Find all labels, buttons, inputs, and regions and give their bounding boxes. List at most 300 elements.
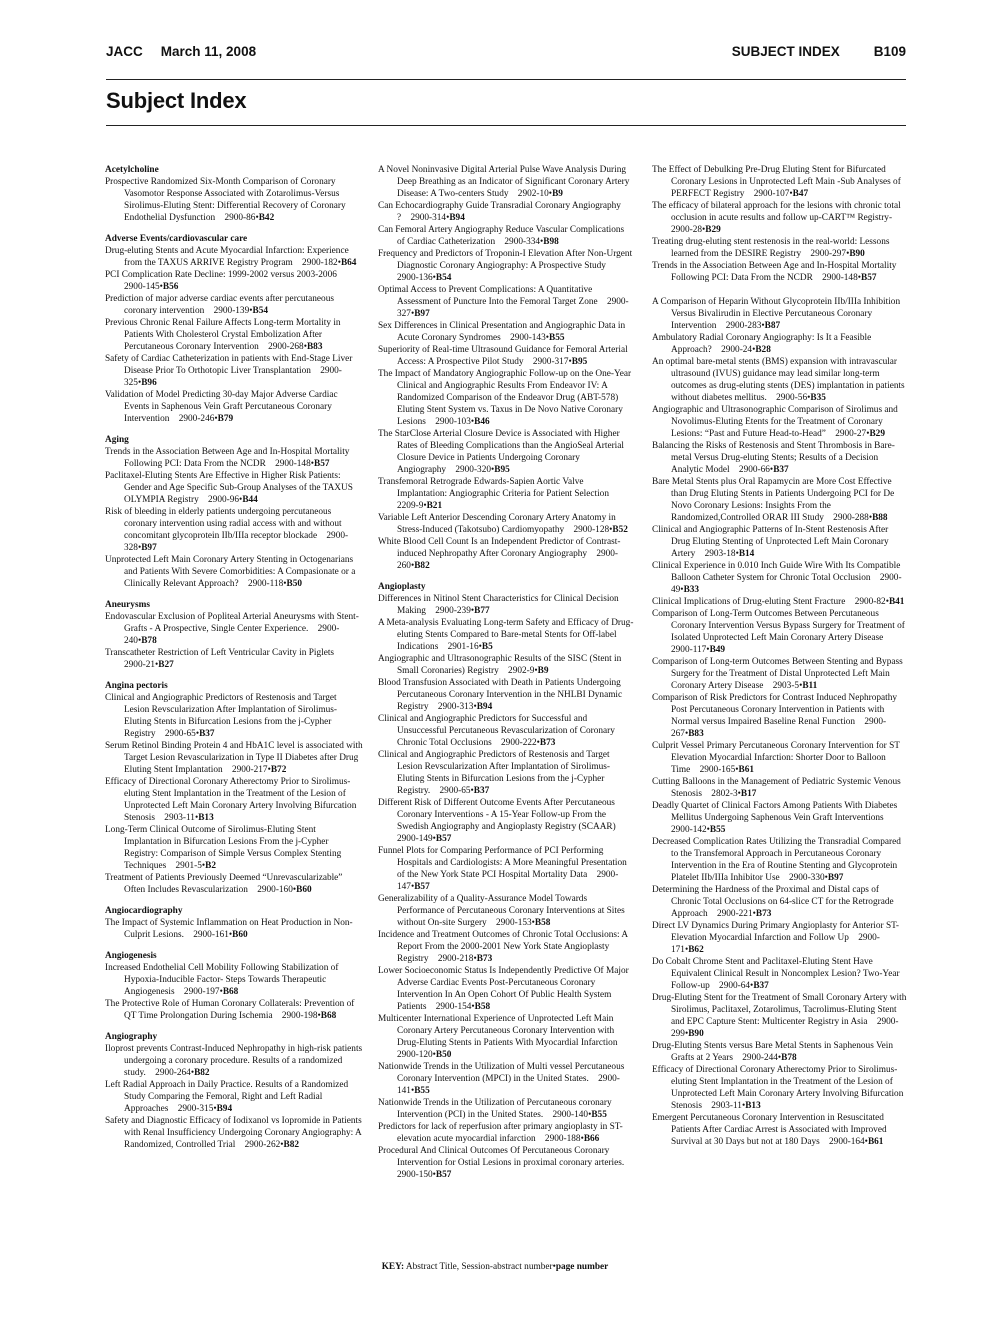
abstract-title: Treating drug-eluting stent restenosis in the real-world: Lessons learned from the DESIRE Registry xyxy=(652,237,890,259)
abstract-title: Clinical and Angiographic Predictors of Restenosis and Target Lesion Revscularization After Implantation of Sirolimus-Eluting Stents in Bifurcation Lesions from the j-Cypher Registry. xyxy=(378,750,611,796)
abstract-reference xyxy=(822,273,876,283)
abstract-title: Iloprost prevents Contrast-Induced Nephropathy in high-risk patients undergoing a coronary procedure. Results of a randomized study. xyxy=(105,1044,363,1078)
index-entry xyxy=(105,998,363,1022)
session-abstract-number: 2900-86 xyxy=(224,213,256,223)
entry-page-number: B61 xyxy=(867,1137,884,1147)
ref-bullet: • xyxy=(155,660,159,670)
entry-page-number: B35 xyxy=(810,393,826,403)
abstract-title: Generalizability of a Quality-Assurance Model Towards Performance of Percutaneous Coronary Interventions at Sites without On-site Surgery xyxy=(378,894,625,928)
ref-bullet: • xyxy=(680,585,684,595)
abstract-title: Drug-eluting Stents and Acute Myocardial Infarction: Experience from the TAXUS ARRIVE Registry Program xyxy=(105,246,349,268)
ref-bullet: • xyxy=(885,597,889,607)
ref-bullet: • xyxy=(866,429,870,439)
entry-page-number: B78 xyxy=(781,1053,797,1063)
abstract-reference xyxy=(754,189,808,199)
session-abstract-number: 2900-143 xyxy=(510,333,546,343)
abstract-title: Balancing the Risks of Restenosis and Stent Thrombosis in Bare-metal Versus Drug-eluting Stents; Results of a Decision Analytic Model xyxy=(652,441,895,475)
index-column-2 xyxy=(378,164,634,1181)
session-abstract-number: 2900-154 xyxy=(435,1002,472,1012)
abstract-reference xyxy=(739,465,789,475)
entry-page-number: B95 xyxy=(494,465,510,475)
abstract-title: Risk of bleeding in elderly patients undergoing percutaneous coronary intervention using radial access with and without concomitant glycoprotein IIb/IIIa receptor blockade xyxy=(105,507,342,541)
index-entry xyxy=(105,446,363,470)
ref-bullet: • xyxy=(684,729,689,739)
abstract-reference xyxy=(268,342,322,352)
abstract-title: Superiority of Real-time Ultrasound Guidance for Femoral Arterial Access: A Prospective Pilot Study xyxy=(378,345,628,367)
ref-bullet: • xyxy=(864,1137,868,1147)
index-column-3 xyxy=(652,164,908,1148)
abstract-title: Decreased Complication Rates Utilizing the Transradial Compared to the Transfemoral Approach in Percutaneous Coronary Intervention in the Era of Routine Stenting and Glycoprotein Platelet IIb/IIIa Inhibitor Use xyxy=(652,837,901,883)
index-entry xyxy=(652,956,908,992)
session-abstract-number: 2901-5 xyxy=(175,861,202,871)
abstract-title: Clinical and Angiographic Predictors of Restenosis and Target Lesion Revscularization After Implantation of Sirolimus-Eluting Stents in Bifurcation Lesions from the j-Cypher Registry xyxy=(105,693,338,739)
abstract-reference xyxy=(275,459,329,469)
index-entry xyxy=(105,245,363,269)
abstract-title: Funnel Plots for Comparing Performance of PCI Performing Hospitals and Cardiologists: A More Meaningful Presentation of the New York State PCI Hospital Mortality Data xyxy=(378,846,627,880)
session-abstract-number: 2900-140 xyxy=(552,1110,589,1120)
session-abstract-number: 2903-11 xyxy=(164,813,195,823)
abstract-reference xyxy=(455,465,509,475)
index-column-1 xyxy=(105,164,363,1151)
index-entry xyxy=(378,1121,634,1145)
abstract-title: Prediction of major adverse cardiac events after percutaneous coronary intervention xyxy=(105,294,334,316)
abstract-reference xyxy=(245,1140,299,1150)
abstract-title: Predictors for lack of reperfusion after primary angioplasty in ST-elevation acute myocardial infarction xyxy=(378,1122,623,1144)
abstract-title: Trends in the Association Between Age and In-Hospital Mortality Following PCI: Data From the NCDR xyxy=(105,447,350,469)
entry-page-number: B2 xyxy=(205,861,216,871)
ref-bullet: • xyxy=(190,1068,195,1078)
ref-bullet: • xyxy=(213,1104,217,1114)
abstract-title: Incidence and Treatment Outcomes of Chronic Total Occlusions: A Report From the 2000-2001 New York State Angioplasty Registry xyxy=(378,930,628,964)
ref-bullet: • xyxy=(531,918,535,928)
abstract-title: Unprotected Left Main Coronary Artery Stenting in Octogenarians and Patients With Severe Comorbidities: A Compasionate or a Clinically Relevant Approach? xyxy=(105,555,356,589)
session-abstract-number: 2900-188 xyxy=(544,1134,581,1144)
abstract-title: Can Femoral Artery Angiography Reduce Vascular Complications of Cardiac Catheterization xyxy=(378,225,625,247)
ref-bullet: • xyxy=(410,1086,415,1096)
entry-page-number: B9 xyxy=(537,666,549,676)
abstract-reference xyxy=(501,738,555,748)
abstract-reference xyxy=(436,1002,490,1012)
entry-page-number: B60 xyxy=(296,885,312,895)
entry-page-number: B97 xyxy=(141,543,157,553)
index-entry xyxy=(652,524,908,560)
entry-page-number: B28 xyxy=(755,345,771,355)
index-entry xyxy=(105,917,363,941)
abstract-title: A Novel Noninvasive Digital Arterial Pulse Wave Analysis During Deep Breathing as an Indicator of Significant Coronary Artery Disease: A Two-centers Study xyxy=(378,165,630,199)
abstract-title: Blood Transfusion Associated with Death in Patients Undergoing Percutaneous Coronary Intervention in the NHLBI Dynamic Registry xyxy=(378,678,623,712)
abstract-reference xyxy=(184,987,238,997)
session-abstract-number: 2900-246 xyxy=(178,414,215,424)
entry-page-number: B94 xyxy=(449,213,465,223)
abstract-title: PCI Complication Rate Decline: 1999-2002 versus 2003-2006 xyxy=(105,270,337,280)
index-entry xyxy=(378,593,634,617)
session-abstract-number: 2900-222 xyxy=(501,738,537,748)
session-abstract-number: 2900-66 xyxy=(738,465,770,475)
index-entry xyxy=(652,992,908,1040)
session-abstract-number: 2900-264 xyxy=(155,1068,191,1078)
abstract-title: Comparison of Risk Predictors for Contrast Induced Nephropathy Post Percutaneous Coronary Intervention in Patients with Normal versus Impaired Baseline Renal Function xyxy=(652,693,898,727)
index-entry xyxy=(378,248,634,284)
ref-bullet: • xyxy=(446,213,450,223)
abstract-reference xyxy=(773,681,818,691)
abstract-title: The Effect of Debulking Pre-Drug Eluting Stent for Bifurcated Coronary Lesions in Unprotected Left Main -Sub Analyses of PERFECT Registry xyxy=(652,165,901,199)
abstract-reference xyxy=(671,645,725,655)
abstract-reference xyxy=(410,213,464,223)
index-entry xyxy=(378,368,634,428)
entry-page-number: B56 xyxy=(162,282,179,292)
abstract-title: Sex Differences in Clinical Presentation and Angiographic Data in Acute Coronary Syndromes xyxy=(378,321,626,343)
abstract-reference xyxy=(545,1134,599,1144)
entry-page-number: B73 xyxy=(476,954,493,964)
index-entry xyxy=(378,284,634,320)
entry-page-number: B83 xyxy=(688,729,704,739)
abstract-reference xyxy=(855,597,905,607)
subject-heading: Acetylcholine xyxy=(105,165,159,175)
abstract-title: Comparison of Long-term Outcomes Between Stenting and Bypass Surgery for the Treatment of Distal Unprotected Left Main Coronary Artery Disease xyxy=(652,657,903,691)
session-abstract-number: 2900-24 xyxy=(721,345,753,355)
session-abstract-number: 2900-288 xyxy=(833,513,869,523)
abstract-title: The Protective Role of Human Coronary Collaterals: Prevention of QT Time Prolongation During Ischemia xyxy=(105,999,355,1021)
session-abstract-number: 2900-299 xyxy=(671,1017,899,1039)
session-abstract-number: 2900-96 xyxy=(208,495,240,505)
entry-page-number: B83 xyxy=(306,342,323,352)
subject-heading: Angiocardiography xyxy=(105,906,183,916)
ref-bullet: • xyxy=(239,495,243,505)
abstract-title: Serum Retinol Binding Protein 4 and HbA1C level is associated with Target Lesion Revascularization in Type II Diabetes after Drug Eluting Stent Implantation xyxy=(105,741,363,775)
session-abstract-number: 2900-262 xyxy=(244,1140,281,1150)
entry-page-number: B57 xyxy=(414,882,430,892)
session-abstract-number: 2903-11 xyxy=(711,1101,742,1111)
index-entry xyxy=(105,293,363,317)
entry-page-number: B95 xyxy=(571,357,588,367)
abstract-reference xyxy=(742,1053,796,1063)
entry-page-number: B37 xyxy=(773,465,789,475)
index-entry xyxy=(378,617,634,653)
abstract-reference xyxy=(124,660,174,670)
index-entry xyxy=(105,554,363,590)
session-abstract-number: 2900-82 xyxy=(854,597,886,607)
header-right xyxy=(698,44,906,59)
index-entry xyxy=(652,560,908,596)
journal-name: JACC xyxy=(106,44,143,59)
entry-page-number: B64 xyxy=(340,258,357,268)
abstract-reference xyxy=(208,495,258,505)
index-entry xyxy=(652,692,908,740)
abstract-title: An optimal bare-metal stents (BMS) expansion with intravascular ultrasound (IVUS) guidance may lead similar long-term outcomes as drug-eluting stents (DES) implantation in patients without diabetes mellitus. xyxy=(652,357,905,403)
ref-bullet: • xyxy=(137,543,142,553)
ref-bullet: • xyxy=(470,606,475,616)
abstract-reference xyxy=(435,417,489,427)
entry-page-number: B96 xyxy=(141,378,157,388)
key-bullet: • xyxy=(552,1262,556,1272)
ref-bullet: • xyxy=(807,393,811,403)
entry-page-number: B62 xyxy=(688,945,704,955)
session-abstract-number: 2900-21 xyxy=(124,660,155,670)
abstract-reference xyxy=(726,321,780,331)
ref-bullet: • xyxy=(752,345,756,355)
index-entry xyxy=(105,269,363,293)
ref-bullet: • xyxy=(741,1101,746,1111)
subject-heading: Angioplasty xyxy=(378,582,426,592)
ref-bullet: • xyxy=(580,1134,584,1144)
entry-page-number: B82 xyxy=(414,561,430,571)
session-abstract-number: 2900-118 xyxy=(247,579,284,589)
index-entry xyxy=(378,224,634,248)
abstract-title: Different Risk of Different Outcome Events After Percutaneous Coronary Interventions - A 15-Year Follow-up From the Swedish Angiography and Angioplasty Registry (SCAAR) xyxy=(378,798,616,832)
abstract-title: Do Cobalt Chrome Stent and Paclitaxel-Eluting Stent Have Equivalent Clinical Result in Noncomplex Lesion? Two-Year Follow-up xyxy=(652,957,900,991)
session-abstract-number: 2900-221 xyxy=(716,909,753,919)
index-entry xyxy=(105,740,363,776)
entry-page-number: B97 xyxy=(414,309,430,319)
entry-page-number: B14 xyxy=(738,549,755,559)
section-gap xyxy=(652,284,908,296)
index-entry xyxy=(652,800,908,836)
session-abstract-number: 2900-103 xyxy=(435,417,471,427)
session-abstract-number: 2900-239 xyxy=(435,606,471,616)
abstract-title: White Blood Cell Count Is an Independent Predictor of Contrast-induced Nephropathy After Coronary Angiography xyxy=(378,537,621,559)
subject-heading: Angiography xyxy=(105,1032,158,1042)
abstract-title: Treatment of Patients Previously Deemed “Unrevascularizable” Often Includes Revascularization xyxy=(105,873,343,895)
entry-page-number: B90 xyxy=(849,249,865,259)
index-entry xyxy=(105,872,363,896)
abstract-title: Trends in the Association Between Age and In-Hospital Mortality Following PCI: Data From the NCDR xyxy=(652,261,897,283)
index-entry xyxy=(378,512,634,536)
entry-page-number: B58 xyxy=(474,1002,491,1012)
session-abstract-number: 2900-325 xyxy=(124,366,342,388)
ref-bullet: • xyxy=(410,309,415,319)
ref-bullet: • xyxy=(846,249,850,259)
index-entry xyxy=(378,320,634,344)
abstract-title: Differences in Nitinol Stent Characteristics for Clinical Decision Making xyxy=(378,594,619,616)
ref-bullet: • xyxy=(292,885,297,895)
session-abstract-number: 2900-217 xyxy=(231,765,268,775)
abstract-reference xyxy=(164,813,213,823)
index-entry xyxy=(652,332,908,356)
session-abstract-number: 2900-164 xyxy=(829,1137,865,1147)
index-entry xyxy=(652,164,908,200)
abstract-reference xyxy=(533,357,587,367)
abstract-title: Increased Endothelial Cell Mobility Following Stabilization of Hypoxia-Inducible Factor- Steps Towards Therapeutic Angiogenesis xyxy=(105,963,339,997)
session-abstract-number: 2900-27 xyxy=(835,429,867,439)
abstract-title: Cutting Balloons in the Management of Pediatric Systemic Venous Stenosis xyxy=(652,777,901,799)
ref-bullet: • xyxy=(735,765,739,775)
entry-page-number: B37 xyxy=(473,786,490,796)
session-abstract-number: 2900-317 xyxy=(532,357,569,367)
ref-bullet: • xyxy=(410,882,415,892)
session-abstract-number: 2900-107 xyxy=(753,189,790,199)
session-abstract-number: 2900-145 xyxy=(124,282,160,292)
abstract-title: Drug-Eluting Stents versus Bare Metal Stents in Saphenous Vein Grafts at 2 Years xyxy=(652,1041,894,1063)
ref-bullet: • xyxy=(706,645,710,655)
index-entry xyxy=(378,677,634,713)
ref-bullet: • xyxy=(684,1029,689,1039)
session-abstract-number: 2901-16 xyxy=(447,642,479,652)
index-entry xyxy=(378,845,634,893)
entry-page-number: B11 xyxy=(802,681,818,691)
title-rule xyxy=(106,125,906,126)
index-entry xyxy=(652,356,908,404)
subject-heading: Angiogenesis xyxy=(105,951,157,961)
index-entry xyxy=(105,611,363,647)
index-entry xyxy=(378,536,634,572)
index-entry xyxy=(378,1013,634,1061)
session-abstract-number: 2802-3 xyxy=(711,789,738,799)
abstract-title: Prospective Randomized Six-Month Comparison of Coronary Vasomotor Response Associated with Zotarolimus-Versus Sirolimus-Eluting Stent: Differential Recovery of Coronary Endothelial Dysfunction xyxy=(105,177,346,223)
session-abstract-number: 2900-267 xyxy=(671,717,887,739)
entry-page-number: B61 xyxy=(738,765,754,775)
abstract-reference xyxy=(232,765,286,775)
subject-heading: Adverse Events/cardiovascular care xyxy=(105,234,248,244)
index-entry xyxy=(105,776,363,824)
index-entry xyxy=(105,353,363,389)
index-entry xyxy=(105,317,363,353)
session-abstract-number: 2900-56 xyxy=(776,393,808,403)
abstract-reference xyxy=(257,885,311,895)
entry-page-number: B94 xyxy=(216,1104,233,1114)
abstract-title: Variable Left Anterior Descending Coronary Artery Anatomy in Stress-Induced (Takotsubo) Cardiomyopathy xyxy=(378,513,616,535)
abstract-reference xyxy=(193,930,247,940)
index-entry xyxy=(652,404,908,440)
abstract-title: Lower Socioeconomic Status Is Independently Predictive Of Major Adverse Cardiac Events Post-Percutaneous Coronary Intervention In An Open Cohort Of Public Health System Patients xyxy=(378,966,629,1012)
abstract-title: The Impact of Systemic Inflammation on Heat Production in Non-Culprit Lesions. xyxy=(105,918,353,940)
abstract-reference xyxy=(178,1104,232,1114)
abstract-title: Clinical and Angiographic Patterns of In-Stent Restenosis After Drug Eluting Stenting of Unprotected Left Main Coronary Artery xyxy=(652,525,889,559)
index-entry xyxy=(378,476,634,512)
abstract-title: The efficacy of bilateral approach for the lesions with chronic total occlusion in acute results and follow up-CART™ Registry- xyxy=(652,201,901,223)
key-text: Abstract Title, Session-abstract number xyxy=(405,1262,553,1272)
ref-bullet: • xyxy=(432,1050,436,1060)
entry-page-number: B94 xyxy=(476,702,493,712)
abstract-reference xyxy=(438,954,492,964)
ref-bullet: • xyxy=(137,636,142,646)
abstract-title: Safety of Cardiac Catheterization in patients with End-Stage Liver Disease Prior To Orthotopic Liver Transplantation xyxy=(105,354,353,376)
abstract-reference xyxy=(448,642,493,652)
ref-bullet: • xyxy=(706,825,710,835)
session-abstract-number: 2902-9 xyxy=(508,666,535,676)
index-entry xyxy=(652,776,908,800)
session-abstract-number: 2900-148 xyxy=(822,273,858,283)
entry-page-number: B5 xyxy=(481,642,493,652)
entry-page-number: B47 xyxy=(792,189,809,199)
abstract-title: Efficacy of Directional Coronary Atherectomy Prior to Sirolimus-eluting Stent Implantation in the Treatment of the Lesion of Unprotected Left Main Coronary Artery Involving Bifurcation Stenosis xyxy=(105,777,357,823)
entry-page-number: B90 xyxy=(688,1029,704,1039)
session-abstract-number: 2900-313 xyxy=(437,702,474,712)
session-abstract-number: 2900-147 xyxy=(397,870,619,892)
ref-bullet: • xyxy=(588,1110,592,1120)
index-entry xyxy=(652,608,908,656)
abstract-title: Safety and Diagnostic Efficacy of Iodixanol vs Iopromide in Patients with Renal Insufficiency Undergoing Coronary Angiography: A Randomized, Controlled Trial xyxy=(105,1116,362,1150)
ref-bullet: • xyxy=(761,321,765,331)
abstract-reference xyxy=(717,909,771,919)
abstract-reference xyxy=(789,873,843,883)
page-number: B109 xyxy=(873,44,906,59)
session-abstract-number: 2900-117 xyxy=(671,645,707,655)
ref-bullet: • xyxy=(609,525,613,535)
entry-page-number: B44 xyxy=(242,495,258,505)
entry-page-number: B72 xyxy=(270,765,287,775)
entry-page-number: B57 xyxy=(435,1170,452,1180)
abstract-reference xyxy=(810,249,864,259)
abstract-reference xyxy=(833,513,887,523)
entry-page-number: B37 xyxy=(199,729,215,739)
abstract-title: Clinical and Angiographic Predictors for Successful and Unsuccessful Percutaneous Revascularization of Coronary Chronic Total Occlusions xyxy=(378,714,615,748)
ref-bullet: • xyxy=(317,1011,321,1021)
entry-page-number: B27 xyxy=(158,660,174,670)
ref-bullet: • xyxy=(219,987,223,997)
entry-page-number: B55 xyxy=(414,1086,430,1096)
session-abstract-number: 2900-120 xyxy=(397,1050,433,1060)
session-abstract-number: 2900-161 xyxy=(193,930,229,940)
abstract-title: Previous Chronic Renal Failure Affects Long-term Mortality in Patients With Cholesterol Crystal Embolization After Percutaneous Coronary Intervention xyxy=(105,318,341,352)
abstract-reference xyxy=(518,189,563,199)
entry-page-number: B9 xyxy=(552,189,563,199)
index-entry xyxy=(105,506,363,554)
entry-page-number: B68 xyxy=(222,987,239,997)
running-header xyxy=(106,44,906,64)
index-entry xyxy=(378,797,634,845)
abstract-reference xyxy=(705,549,755,559)
ref-bullet: • xyxy=(470,786,474,796)
abstract-reference xyxy=(435,606,489,616)
index-entry xyxy=(378,200,634,224)
index-entry xyxy=(378,713,634,749)
abstract-reference xyxy=(214,306,268,316)
entry-page-number: B73 xyxy=(539,738,556,748)
entry-page-number: B79 xyxy=(217,414,234,424)
index-entry xyxy=(378,1061,634,1097)
ref-bullet: • xyxy=(799,681,803,691)
entry-page-number: B78 xyxy=(141,636,157,646)
index-entry xyxy=(378,164,634,200)
index-entry xyxy=(105,1043,363,1079)
session-abstract-number: 2900-28 xyxy=(671,225,702,235)
ref-bullet: • xyxy=(423,501,427,511)
abstract-title: Angiographic and Ultrasonographic Results of the SISC (Stent in Small Coronaries) Registry xyxy=(378,654,622,676)
index-entry xyxy=(378,929,634,965)
abstract-title: Nationwide Trends in the Utilization of Multi vessel Percutaneous Coronary Intervention (MPCI) in the United States. xyxy=(378,1062,625,1084)
abstract-title: Ambulatory Radial Coronary Angiography: Is It a Feasible Approach? xyxy=(652,333,872,355)
ref-bullet: • xyxy=(137,378,142,388)
entry-page-number: B37 xyxy=(753,981,769,991)
ref-bullet: • xyxy=(432,273,436,283)
abstract-reference xyxy=(573,525,627,535)
ref-bullet: • xyxy=(684,945,689,955)
abstract-reference xyxy=(397,1170,451,1180)
ref-bullet: • xyxy=(540,237,544,247)
ref-bullet: • xyxy=(432,834,436,844)
abstract-reference xyxy=(700,765,754,775)
index-entry xyxy=(105,824,363,872)
page-title: Subject Index xyxy=(106,88,247,113)
session-abstract-number: 2903-5 xyxy=(772,681,800,691)
entry-page-number: B54 xyxy=(435,273,452,283)
session-abstract-number: 2900-165 xyxy=(699,765,736,775)
entry-page-number: B77 xyxy=(474,606,490,616)
index-entry xyxy=(378,749,634,797)
session-abstract-number: 2900-182 xyxy=(302,258,338,268)
abstract-title: Culprit Vessel Primary Percutaneous Coronary Intervention for ST Elevation Myocardial Infarction: Shorter Door to Balloon Time xyxy=(652,741,900,775)
index-entry xyxy=(652,476,908,524)
ref-bullet: • xyxy=(195,729,200,739)
entry-page-number: B57 xyxy=(435,834,452,844)
index-entry xyxy=(105,1115,363,1151)
issue-date: March 11, 2008 xyxy=(160,44,257,59)
abstract-title: Transcatheter Restriction of Left Ventricular Cavity in Piglets xyxy=(105,648,335,658)
entry-page-number: B49 xyxy=(709,645,726,655)
abstract-title: Emergent Percutaneous Coronary Intervention in Resuscitated Patients After Cardiac Arrest is Associated with Improved Survival at 30 Days but not at 180 Days xyxy=(652,1113,887,1147)
abstract-reference xyxy=(176,861,216,871)
ref-bullet: • xyxy=(789,189,793,199)
